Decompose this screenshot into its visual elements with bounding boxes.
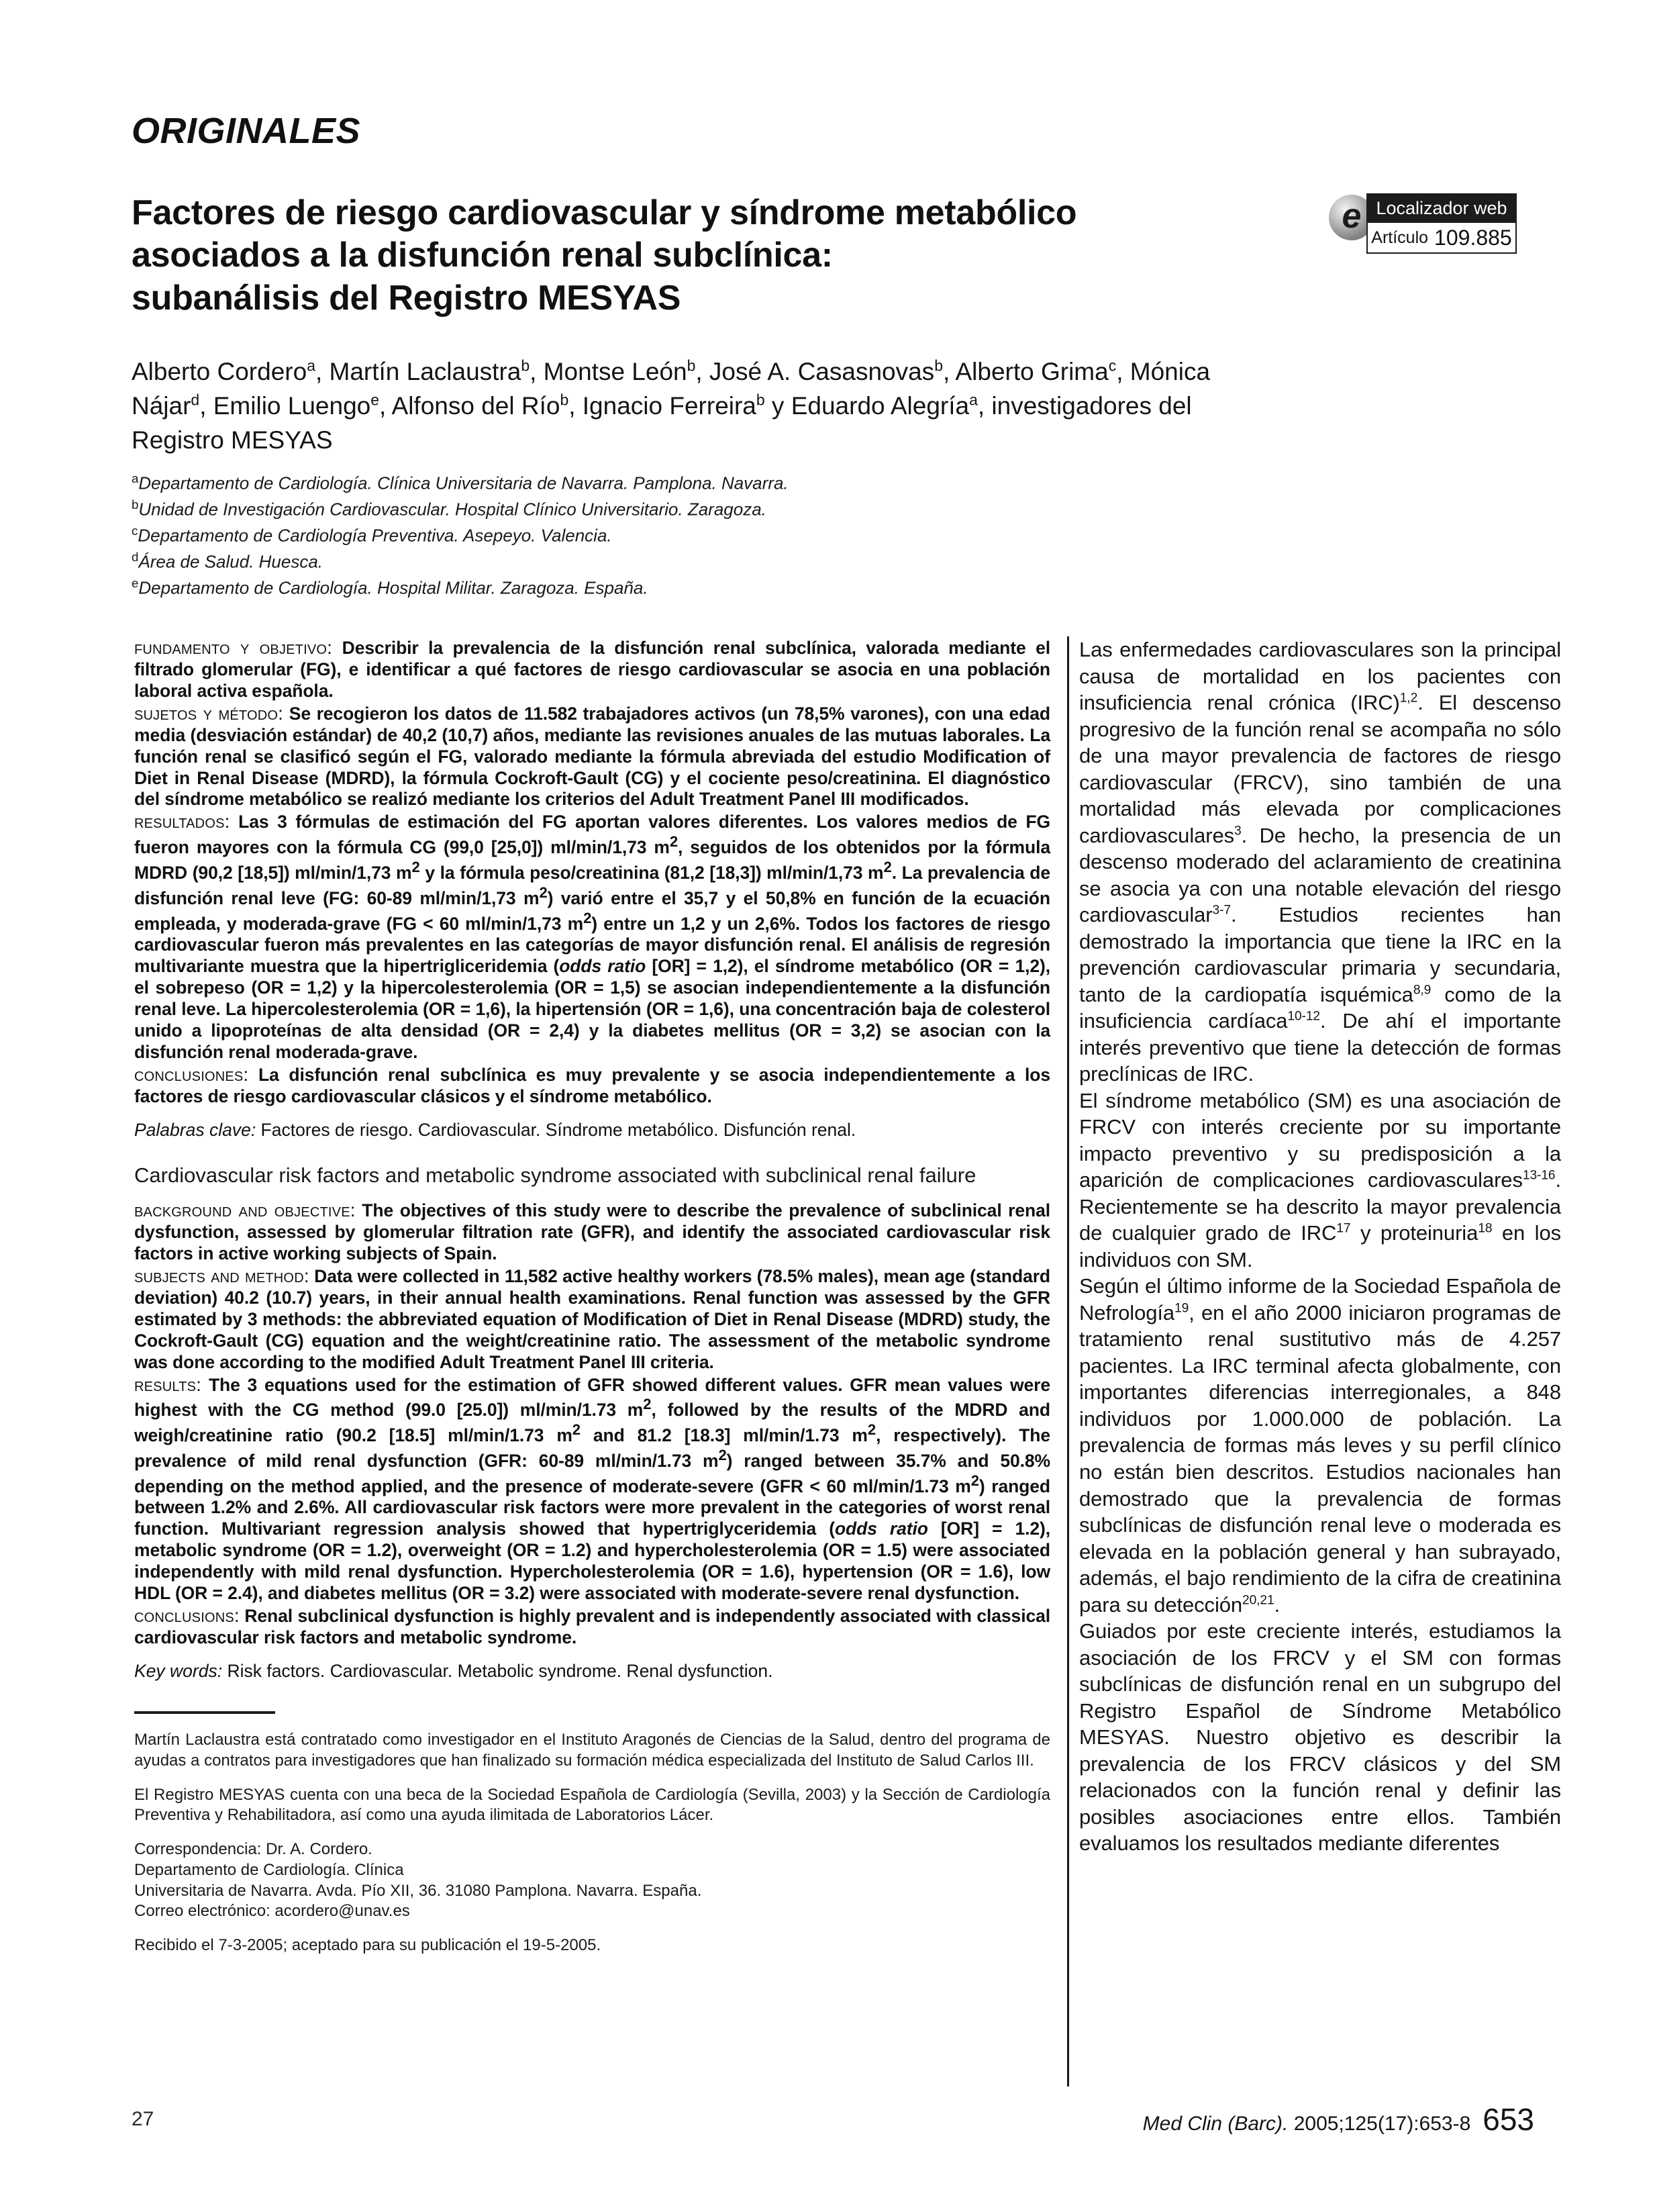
section-kicker: ORIGINALES (132, 111, 361, 151)
body-paragraph: Guiados por este creciente interés, estudiamos la asociación de los FRCV y el SM con formas subclínicas de disfunción renal en un subgrupo del Registro Español de Síndrome Metabólico MESYAS. Nuestro objetivo es describir la prevalencia de los FRCV clásicos y del SM relacionados con la función renal y definir las posibles asociaciones entre ellos. También evaluamos los resultados mediante diferentes (1079, 1619, 1561, 1856)
introduction-column (1079, 636, 1561, 1857)
correspondence-line: Departamento de Cardiología. Clínica (134, 1860, 404, 1879)
abstract-paragraph: conclusions: Renal subclinical dysfunction is highly prevalent and is independently associated with classical cardiovascular risk factors and metabolic syndrome. (134, 1605, 1050, 1647)
journal-name: Med Clin (Barc). (1142, 2113, 1289, 2135)
footnote-dates: Recibido el 7-3-2005; aceptado para su publicación el 19-5-2005. (134, 1935, 601, 1954)
abstract-english (134, 1199, 1050, 1649)
affiliation-marker: c (132, 524, 138, 538)
footnote-correspondence (134, 1839, 1050, 1922)
abstract-section-label: subjects and method: (134, 1265, 309, 1286)
title-line-3: subanálisis del Registro MESYAS (132, 278, 681, 318)
abstract-section-label: results: (134, 1374, 202, 1395)
footer-citation (1143, 2101, 1534, 2137)
body-paragraph: Las enfermedades cardiovasculares son la principal causa de mortalidad en los pacientes con insuficiencia renal crónica (IRC)$^{1,2}$. El descenso progresivo de la función renal se acompaña no sólo de una mayor prevalencia de factores de riesgo cardiovascular (FRCV), sino también de una mortalidad más elevada por complicaciones cardiovasculares$^3$. De hecho, la presencia de un descenso moderado del aclaramiento de creatinina se asocia ya con una notable elevación del riesgo cardiovascular$^{3-7}$. Estudios recientes han demostrado la importancia que tiene la IRC en la prevención cardiovascular primaria y secundaria, tanto de la cardiopatía isquémica$^{8,9}$ como de la insuficiencia cardíaca$^{10-12}$. De ahí el importante interés preventivo que tiene la detección de formas preclínicas de IRC. (1079, 638, 1561, 1086)
abstract-column (134, 636, 1050, 1970)
affiliation-item: $^d$Área de Salud. Huesca. (132, 550, 323, 572)
journal-issue: 2005;125(17):653-8 (1288, 2113, 1471, 2135)
abstract-section-label: sujetos y método: (134, 702, 284, 724)
article-label: Artículo (1371, 228, 1429, 247)
affiliation-item: $^e$Departamento de Cardiología. Hospital Militar. Zaragoza. España. (132, 576, 648, 599)
footnote-divider (134, 1711, 275, 1714)
affiliation-item: $^b$Unidad de Investigación Cardiovascular. Hospital Clínico Universitario. Zaragoza. (132, 497, 766, 520)
keywords-english (134, 1660, 1050, 1682)
footnote-funding-1: Martín Laclaustra está contratado como investigador en el Instituto Aragonés de Ciencias de la Salud, dentro del programa de ayudas a contratos para investigadores que han finalizado su formación médica especializada del Instituto de Salud Carlos III. (134, 1731, 1050, 1770)
abstract-title-english: Cardiovascular risk factors and metabolic syndrome associated with subclinical renal failure (134, 1163, 976, 1187)
abstract-section-label: fundamento y objetivo: (134, 637, 333, 658)
correspondence-line: Universitaria de Navarra. Avda. Pío XII, 36. 31080 Pamplona. Navarra. España. (134, 1881, 702, 1900)
abstract-paragraph: results: The 3 equations used for the estimation of GFR showed different values. GFR mean values were highest with the CG method (99.0 [25.0]) ml/min/1.73 $m^2$, followed by the results of the MDRD and weigh/creatinine ratio (90.2 [18.5] ml/min/1.73 $m^2$ and 81.2 [18.3] ml/min/1.73 $m^2$, respectively). The prevalence of mild renal dysfunction (GFR: 60-89 ml/min/1.73 $m^2$) ranged between 35.7% and 50.8% depending on the method applied, and the presence of moderate-severe (GFR < 60 ml/min/1.73 $m^2$) ranged between 1.2% and 2.6%. All cardiovascular risk factors were more prevalent in the categories of worst renal function. Multivariant regression analysis showed that hypertriglyceridemia (odds ratio [OR] = 1.2), metabolic syndrome (OR = 1.2), overweight (OR = 1.2) and hypercholesterolemia (OR = 1.5) were associated independently with mild renal dysfunction. Hypercholesterolemia (OR = 1.6), hypertension (OR = 1.6), low HDL (OR = 2.4), and diabetes mellitus (OR = 3.2) were associated with moderate-severe renal dysfunction. (134, 1374, 1050, 1604)
web-locator-badge[interactable] (1329, 193, 1517, 255)
affiliation-item: $^a$Departamento de Cardiología. Clínica Universitaria de Navarra. Pamplona. Navarra. (132, 471, 789, 493)
keywords-text-es: Factores de riesgo. Cardiovascular. Síndrome metabólico. Disfunción renal. (256, 1119, 856, 1140)
abstract-paragraph: fundamento y objetivo: Describir la prevalencia de la disfunción renal subclínica, valorada mediante el filtrado glomerular (FG), e identificar a qué factores de riesgo cardiovascular se asocia en una población laboral activa española. (134, 637, 1051, 701)
abstract-section-label: conclusiones: (134, 1063, 249, 1085)
abstract-paragraph: resultados: Las 3 fórmulas de estimación del FG aportan valores diferentes. Los valores medios de FG fueron mayores con la fórmula CG (99,0 [25,0]) ml/min/1,73 $m^2$, seguidos de los obtenidos por la fórmula MDRD (90,2 [18,5]) ml/min/1,73 $m^2$ y la fórmula peso/creatinina (81,2 [18,3]) ml/min/1,73 $m^2$. La prevalencia de disfunción renal leve (FG: 60-89 ml/min/1,73 $m^2$) varió entre el 35,7 y el 50,8% en función de la ecuación empleada, y moderada-grave (FG < 60 ml/min/1,73 $m^2$) entre un 1,2 y un 2,6%. Todos los factores de riesgo cardiovascular fueron más prevalentes en las categorías de mayor disfunción renal. El análisis de regresión multivariante muestra que la hipertrigliceridemia (odds ratio [OR] = 1,2), el síndrome metabólico (OR = 1,2), el sobrepeso (OR = 1,2) y la hipercolesterolemia (OR = 1,5) se asocian independientemente a la disfunción renal leve. La hipercolesterolemia (OR = 1,6), la hipertensión (OR = 1,6), una concentración baja de colesterol unido a lipoproteínas de alta densidad (OR = 2,4) y la diabetes mellitus (OR = 3,2) se asocian con la disfunción renal moderada-grave. (134, 811, 1050, 1062)
article-number: 109.885 (1434, 225, 1512, 250)
correspondence-line: Correspondencia: Dr. A. Cordero. (134, 1840, 372, 1859)
title-line-2: asociados a la disfunción renal subclínica: (132, 236, 833, 275)
journal-citation (1143, 2113, 1471, 2135)
page-number: 653 (1483, 2102, 1534, 2137)
page-title (132, 192, 1178, 320)
author-list: Alberto Cordero$^a$, Martín Laclaustra$^b$, Montse León$^b$, José A. Casasnovas$^b$, Alberto Grima$^c$, Mónica Nájar$^d$, Emilio Luengo$^e$, Alfonso del Río$^b$, Ignacio Ferreira$^b$ y Eduardo Alegría$^a$, investigadores del Registro MESYAS (132, 356, 1211, 454)
abstract-spanish (134, 636, 1050, 1108)
body-paragraph: Según el último informe de la Sociedad Española de Nefrología$^{19}$, en el año 2000 iniciaron programas de tratamiento renal sustitutivo más de 4.257 pacientes. La IRC terminal afecta globalmente, con importantes diferencias interregionales, a 848 individuos por 1.000.000 de población. La prevalencia de formas más leves y su perfil clínico no están bien descritos. Estudios nacionales han demostrado que la prevalencia de formas subclínicas de disfunción renal leve o moderada es elevada en la población general y han subrayado, además, el bajo rendimiento de la cifra de creatinina para su detección$^{20,21}$. (1079, 1274, 1561, 1617)
affiliation-marker: a (132, 471, 139, 485)
affiliation-marker: d (132, 550, 139, 565)
e-globe-icon: e (1329, 195, 1374, 240)
keywords-text-en: Risk factors. Cardiovascular. Metabolic syndrome. Renal dysfunction. (222, 1660, 773, 1681)
affiliation-marker: b (132, 497, 139, 512)
folio-left: 27 (132, 2108, 154, 2130)
affiliation-marker: e (132, 576, 139, 591)
abstract-section-label: background and objective: (134, 1200, 356, 1221)
correspondence-line: Correo electrónico: acordero@unav.es (134, 1902, 410, 1921)
keywords-spanish (134, 1119, 1050, 1141)
column-divider (1067, 636, 1069, 2086)
affiliation-list (132, 470, 1105, 601)
body-paragraph: El síndrome metabólico (SM) es una asociación de FRCV con interés creciente por su importante impacto preventivo y su predisposición a la aparición de complicaciones cardiovasculares$^{13-16}$. Recientemente se ha descrito la mayor prevalencia de cualquier grado de IRC$^{17}$ y proteinuria$^{18}$ en los individuos con SM. (1079, 1088, 1561, 1271)
abstract-paragraph: conclusiones: La disfunción renal subclínica es muy prevalente y se asocia independientemente a los factores de riesgo cardiovascular clásicos y el síndrome metabólico. (134, 1063, 1050, 1106)
abstract-section-label: resultados: (134, 811, 230, 832)
web-locator-label: Localizador web (1366, 193, 1517, 223)
abstract-paragraph: sujetos y método: Se recogieron los datos de 11.582 trabajadores activos (un 78,5% varones), con una edad media (desviación estándar) de 40,2 (10,7) años, mediante las revisiones anuales de las mutuas laborales. La función renal se clasificó según el FG, valorado mediante la fórmula abreviada del estudio Modification of Diet in Renal Disease (MDRD), la fórmula Cockroft-Gault (CG) y el cociente peso/creatinina. El diagnóstico del síndrome metabólico se realizó mediante los criterios del Adult Treatment Panel III modificados. (134, 702, 1050, 810)
keywords-label-en: Key words: (134, 1660, 223, 1681)
web-locator-article (1366, 223, 1517, 254)
keywords-label-es: Palabras clave: (134, 1119, 256, 1140)
abstract-paragraph: subjects and method: Data were collected in 11,582 active healthy workers (78.5% males), mean age (standard deviation) 40.2 (10.7) years, in their annual health examinations. Renal function was assessed by the GFR estimated by 3 methods: the abbreviated equation of Modification of Diet in Renal Disease (MDRD) study, the Cockroft-Gault (CG) equation and the weight/creatinine ratio. The assessment of the metabolic syndrome was done according to the modified Adult Treatment Panel III criteria. (134, 1265, 1051, 1372)
abstract-paragraph: background and objective: The objectives of this study were to describe the prevalence of subclinical renal dysfunction, assessed by glomerular filtration rate (GFR), and identify the associated cardiovascular risk factors in active working subjects of Spain. (134, 1200, 1051, 1263)
title-line-1: Factores de riesgo cardiovascular y síndrome metabólico (132, 193, 1077, 232)
title-block (132, 192, 1178, 320)
affiliation-item: $^c$Departamento de Cardiología Preventiva. Asepeyo. Valencia. (132, 524, 612, 546)
footnote-funding-2: El Registro MESYAS cuenta con una beca de la Sociedad Española de Cardiología (Sevilla, 2003) y la Sección de Cardiología Preventiva y Rehabilitadora, así como una ayuda ilimitada de Laboratorios Lácer. (134, 1785, 1050, 1825)
abstract-section-label: conclusions: (134, 1605, 240, 1627)
